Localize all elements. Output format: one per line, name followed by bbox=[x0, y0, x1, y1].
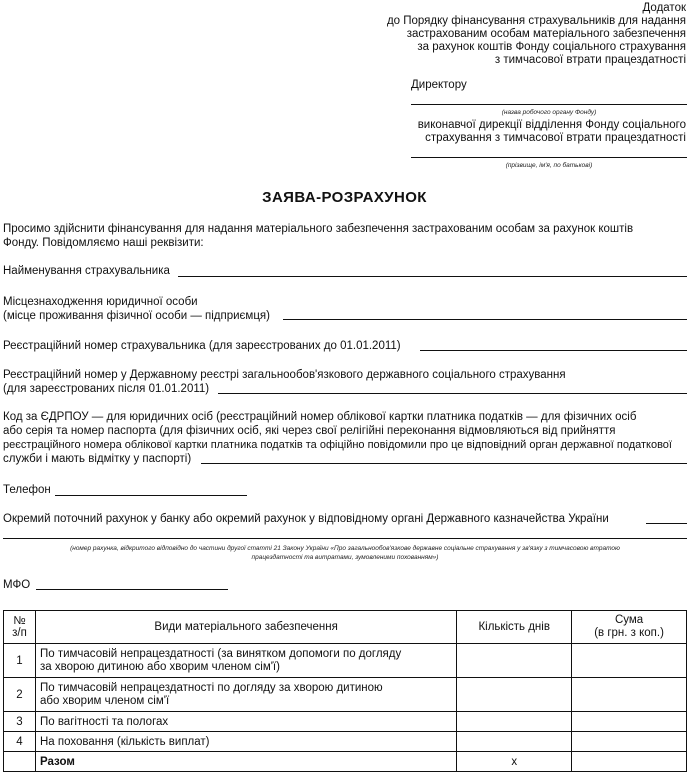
phone-field[interactable] bbox=[55, 495, 247, 496]
row-type bbox=[35, 678, 456, 712]
table-row bbox=[4, 644, 687, 678]
table-header-row bbox=[4, 611, 687, 644]
state-reg-field[interactable] bbox=[218, 393, 687, 394]
benefits-table bbox=[3, 610, 687, 772]
location-label bbox=[3, 295, 270, 323]
state-reg-label bbox=[3, 368, 566, 396]
account-hint bbox=[3, 544, 687, 562]
account-label: Окремий поточний рахунок у банку або окремий рахунок у відповідному органі Державного казначейства України bbox=[3, 513, 609, 525]
appendix-line: за рахунок коштів Фонду соціального страхування bbox=[417, 41, 686, 53]
table-row bbox=[4, 712, 687, 732]
intro-text bbox=[3, 222, 687, 250]
state-reg-label-line: Реєстраційний номер у Державному реєстрі загальнообов'язкового державного соціального страхування bbox=[3, 369, 566, 381]
total-num-cell bbox=[4, 752, 36, 772]
row-type: По вагітності та пологах bbox=[35, 712, 456, 732]
mfo-label: МФО bbox=[3, 579, 31, 591]
col-header-sum-title: Сума bbox=[614, 614, 644, 626]
col-header-type: Види матеріального забезпечення bbox=[35, 611, 456, 644]
row-days-cell[interactable] bbox=[457, 712, 572, 732]
location-field[interactable] bbox=[283, 319, 687, 320]
row-sum-cell[interactable] bbox=[572, 644, 687, 678]
name-hint: (прізвище, ім'я, по батькові) bbox=[505, 162, 593, 169]
reg-number-label: Реєстраційний номер страхувальника (для зареєстрованих до 01.01.2011) bbox=[3, 340, 401, 352]
row-num: 3 bbox=[4, 712, 36, 732]
appendix-line: з тимчасової втрати працездатності bbox=[494, 54, 686, 66]
organ-hint: (назва робочого органу Фонду) bbox=[501, 109, 597, 116]
row-num: 4 bbox=[4, 732, 36, 752]
insurer-name-field[interactable] bbox=[178, 276, 687, 277]
col-header-sum bbox=[572, 611, 687, 644]
table-row bbox=[4, 678, 687, 712]
edrpou-label-line: або серія та номер паспорта (для фізичних осіб, які через свої релігійні переконання відмовляються від прийняття bbox=[3, 425, 616, 437]
intro-line: Просимо здійснити фінансування для надання матеріального забезпечення застрахованим особам за рахунок коштів bbox=[3, 223, 634, 235]
edrpou-label bbox=[3, 410, 689, 466]
location-label-line: Місцезнаходження юридичної особи bbox=[3, 296, 198, 308]
account-hint-line: працездатності та витратами, зумовленими похованням») bbox=[251, 554, 439, 561]
edrpou-field[interactable] bbox=[201, 463, 687, 464]
row-sum-cell[interactable] bbox=[572, 712, 687, 732]
col-header-sum-unit: (в грн. з коп.) bbox=[594, 627, 664, 639]
row-type-line: або хворим членом сім'ї bbox=[39, 694, 170, 707]
edrpou-label-line: служби і мають відмітку у паспорті) bbox=[3, 453, 192, 465]
row-days-cell[interactable] bbox=[457, 644, 572, 678]
appendix-line: застрахованим особам матеріального забезпечення bbox=[406, 28, 686, 40]
row-num: 1 bbox=[4, 644, 36, 678]
director-name-line[interactable] bbox=[411, 157, 687, 158]
intro-line: Фонду. Повідомляємо наші реквізити: bbox=[3, 237, 204, 249]
reg-number-field[interactable] bbox=[420, 350, 687, 351]
total-label: Разом bbox=[35, 752, 456, 772]
row-type bbox=[35, 644, 456, 678]
appendix-header bbox=[380, 2, 686, 67]
document-title: ЗАЯВА-РОЗРАХУНОК bbox=[262, 189, 427, 206]
table-total-row bbox=[4, 752, 687, 772]
director-label: Директору bbox=[411, 79, 467, 91]
account-hint-line: (номер рахунка, відкритого відповідно до частини другої статті 21 Закону України «Про загальнообов'язкове державне соціальне страхування у зв'язку з тимчасовою втратою bbox=[70, 545, 620, 552]
row-days-cell[interactable] bbox=[457, 732, 572, 752]
col-header-days: Кількість днів bbox=[457, 611, 572, 644]
table-row bbox=[4, 732, 687, 752]
row-type: На поховання (кількість виплат) bbox=[35, 732, 456, 752]
location-label-line: (місце проживання фізичної особи — підприємця) bbox=[3, 310, 270, 322]
appendix-line: до Порядку фінансування страхувальників для надання bbox=[386, 15, 686, 27]
total-sum-cell[interactable] bbox=[572, 752, 687, 772]
organ-name bbox=[380, 119, 686, 145]
director-organ-line[interactable] bbox=[411, 104, 687, 105]
account-field-start[interactable] bbox=[646, 523, 687, 524]
state-reg-label-line: (для зареєстрованих після 01.01.2011) bbox=[3, 383, 210, 395]
row-sum-cell[interactable] bbox=[572, 678, 687, 712]
row-type-line: По тимчасовій непрацездатності по догляду за хворою дитиною bbox=[39, 681, 383, 694]
insurer-name-label: Найменування страхувальника bbox=[3, 265, 170, 277]
col-header-num: № з/п bbox=[4, 611, 36, 644]
phone-label: Телефон bbox=[3, 484, 51, 496]
total-days-cell: x bbox=[457, 752, 572, 772]
mfo-field[interactable] bbox=[36, 589, 228, 590]
organ-line: виконавчої дирекції відділення Фонду соціального bbox=[417, 119, 686, 131]
row-days-cell[interactable] bbox=[457, 678, 572, 712]
row-num: 2 bbox=[4, 678, 36, 712]
edrpou-label-line: реєстраційного номера облікової картки платника податків та офіційно повідомили про це відповідний орган державної податкової bbox=[3, 439, 672, 451]
organ-line: страхування з тимчасової втрати працездатності bbox=[425, 132, 686, 144]
appendix-label: Додаток bbox=[642, 2, 686, 14]
row-type-line: По тимчасовій непрацездатності (за винятком допомоги по догляду bbox=[39, 647, 402, 660]
edrpou-label-line: Код за ЄДРПОУ — для юридичних осіб (реєстраційний номер облікової картки платника податків — для фізичних осіб bbox=[3, 411, 637, 423]
row-sum-cell[interactable] bbox=[572, 732, 687, 752]
account-field[interactable] bbox=[3, 538, 687, 539]
row-type-line: за хворою дитиною або хворим членом сім'ї) bbox=[39, 660, 280, 673]
